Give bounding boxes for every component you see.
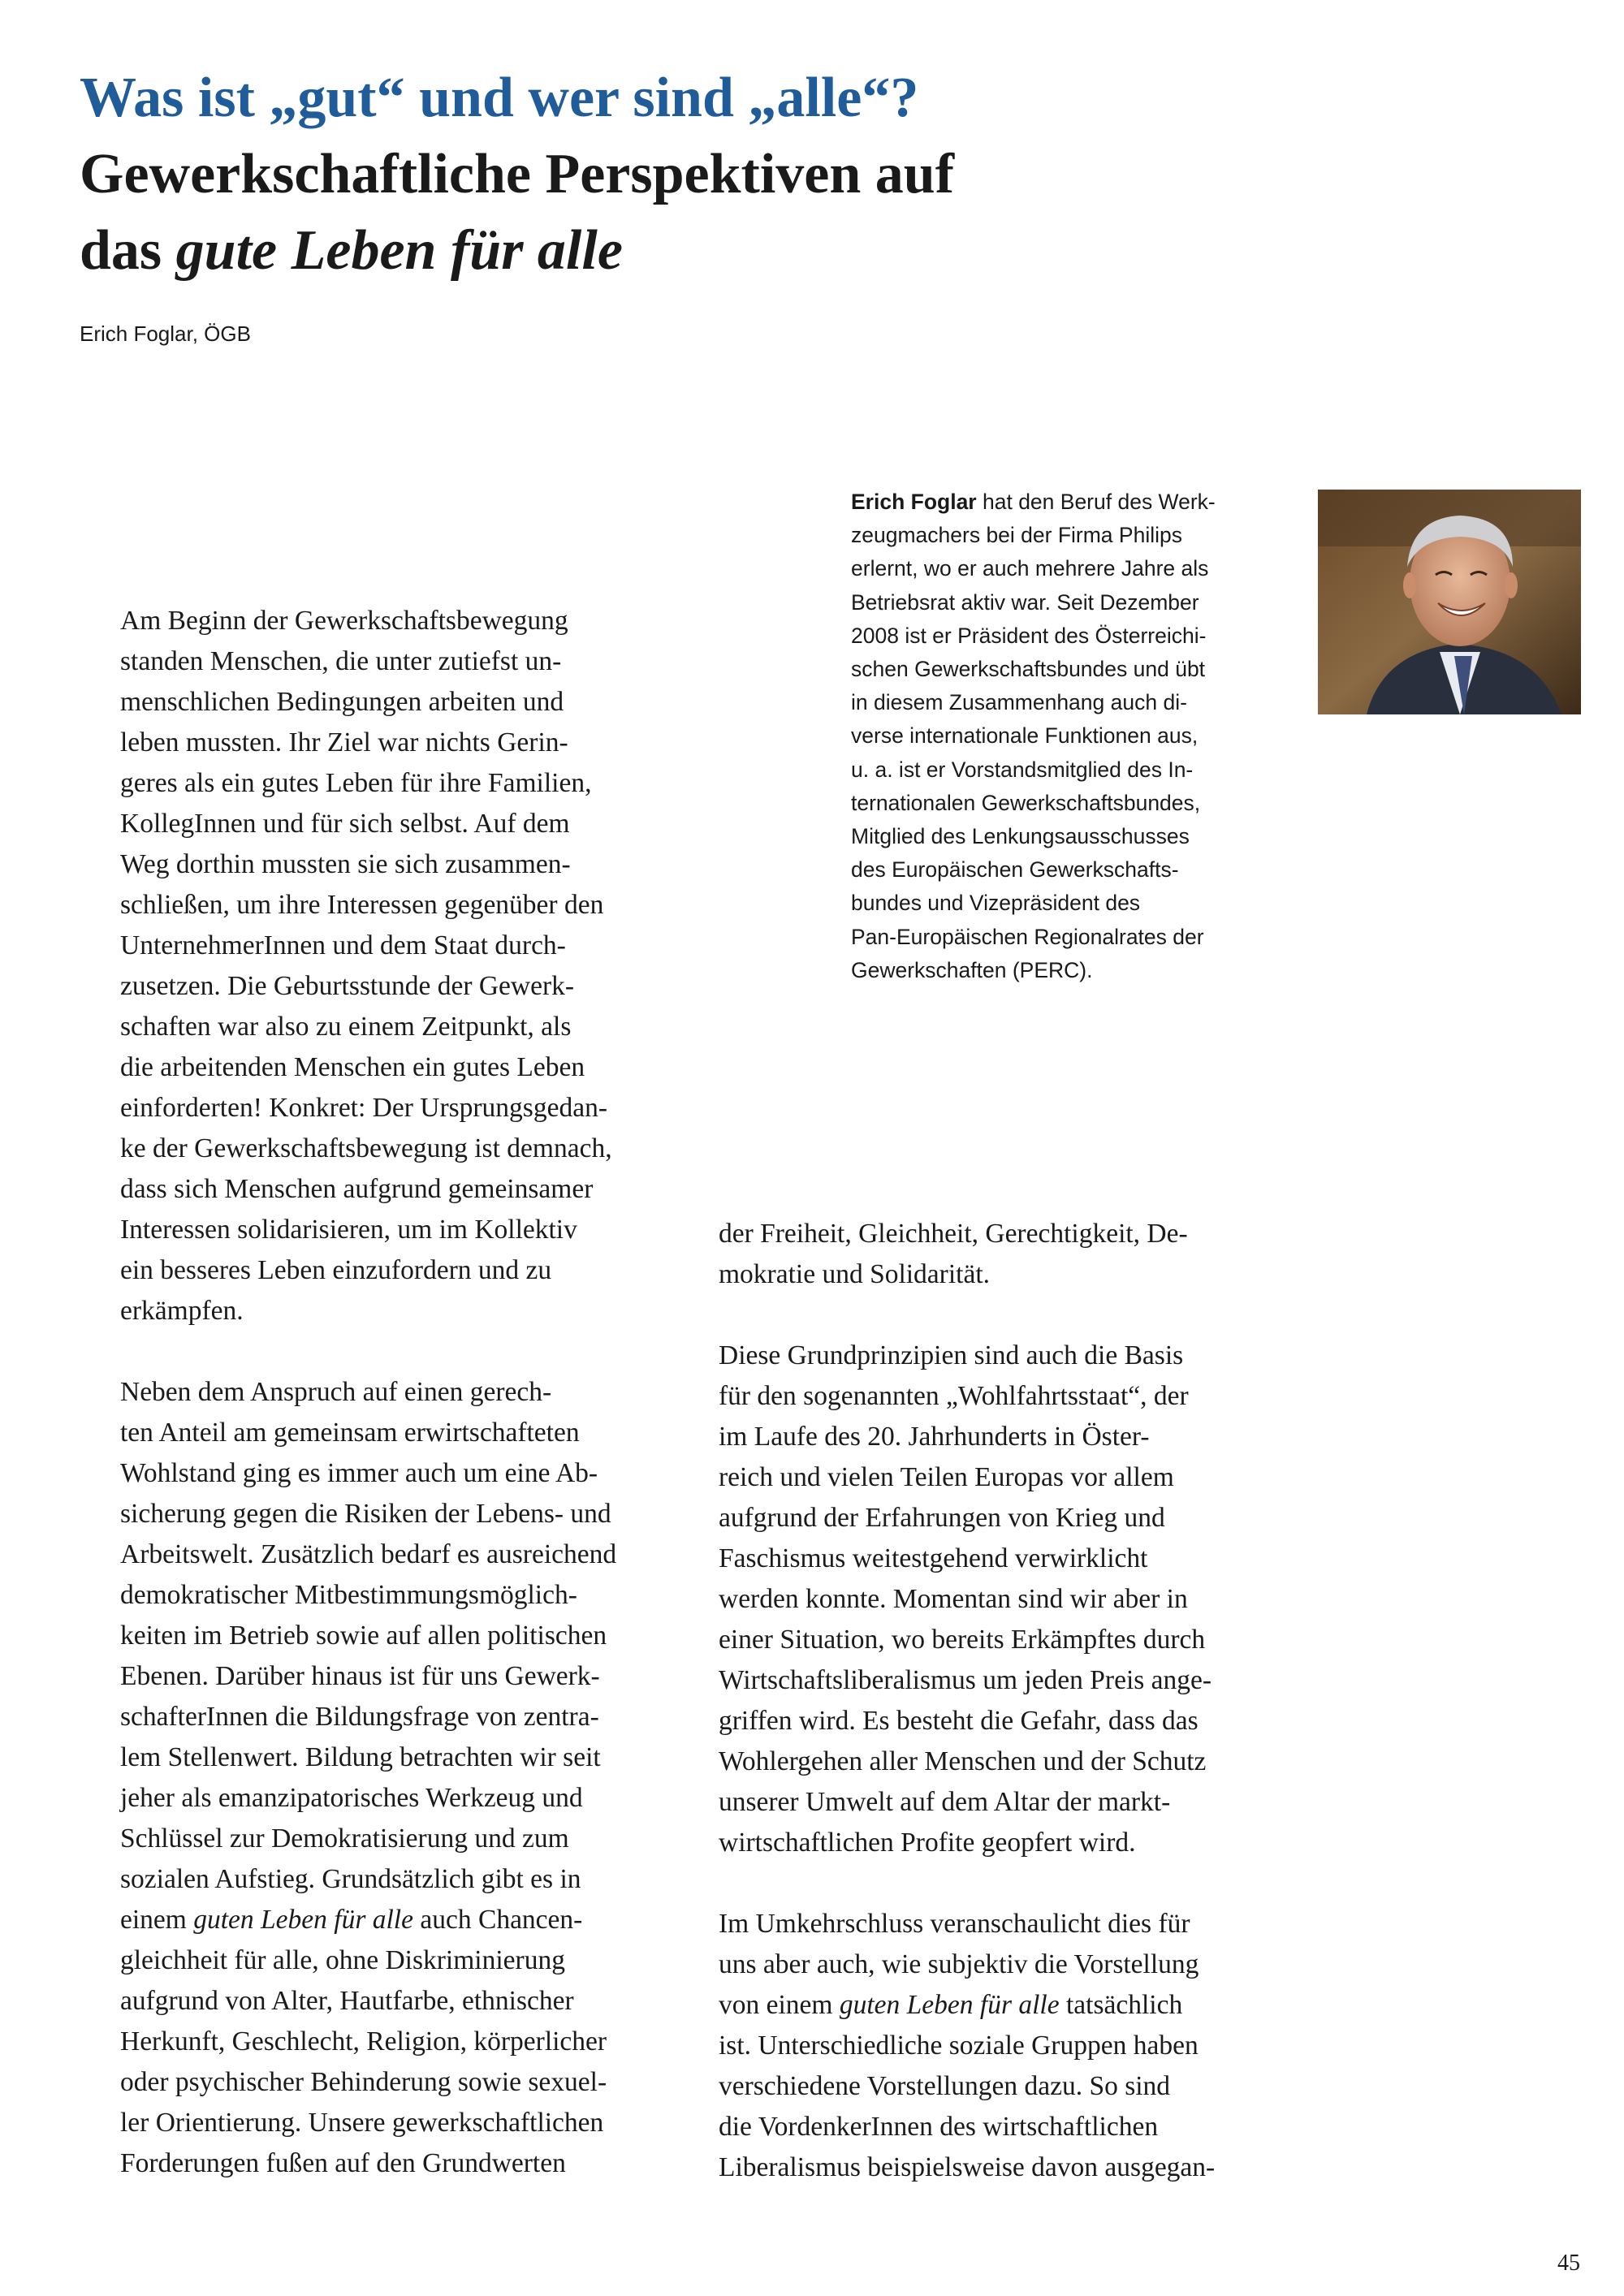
title-subtitle-line2 (80, 213, 1298, 289)
text-line: Liberalismus beispielsweise davon ausgegan- (719, 2152, 1216, 2182)
text-line: oder psychischer Behinderung sowie sexuel- (120, 2067, 607, 2097)
text-line: erkämpfen. (120, 1296, 244, 1326)
title-subtitle-line1: Gewerkschaftliche Perspektiven auf (80, 143, 955, 205)
text-line: aufgrund von Alter, Hautfarbe, ethnischer (120, 1986, 574, 2016)
text-line: standen Menschen, die unter zutiefst un- (120, 646, 562, 676)
text-segment: auch Chancen- (412, 1905, 583, 1935)
bio-line: Gewerkschaften (PERC). (851, 957, 1093, 982)
text-line: UnternehmerInnen und dem Staat durch- (120, 930, 566, 960)
bio-line: ternationalen Gewerkschaftsbundes, (851, 790, 1201, 815)
text-line: Wohlergehen aller Menschen und der Schutz (719, 1746, 1207, 1776)
title-question: Was ist „gut“ und wer sind „alle“? (80, 67, 919, 129)
text-line: verschiedene Vorstellungen dazu. So sind (719, 2071, 1171, 2101)
bio-line: u. a. ist er Vorstandsmitglied des In- (851, 757, 1194, 782)
text-line: die arbeitenden Menschen ein gutes Leben (120, 1052, 585, 1082)
text-segment: einem (120, 1905, 194, 1935)
text-line: ist. Unterschiedliche soziale Gruppen haben (719, 2031, 1199, 2061)
text-line: Faschismus weitestgehend verwirklicht (719, 1543, 1148, 1573)
bio-name: Erich Foglar (851, 490, 977, 514)
text-line: geres als ein gutes Leben für ihre Familien, (120, 768, 592, 798)
text-line: im Laufe des 20. Jahrhunderts in Öster- (719, 1422, 1150, 1452)
text-line: die VordenkerInnen des wirtschaftlichen (719, 2112, 1159, 2142)
paragraph-gap (719, 1863, 1287, 1904)
text-line: griffen wird. Es besteht die Gefahr, dass das (719, 1706, 1199, 1736)
paragraph (120, 1372, 689, 2184)
bio-line: Mitglied des Lenkungsausschusses (851, 824, 1190, 849)
text-line (120, 1900, 689, 1940)
text-line: werden konnte. Momentan sind wir aber in (719, 1584, 1188, 1614)
text-line: mokratie und Solidarität. (719, 1259, 991, 1289)
right-column (719, 1214, 1287, 2188)
text-line: ten Anteil am gemeinsam erwirtschafteten (120, 1418, 580, 1448)
text-line: einforderten! Konkret: Der Ursprungsgedan- (120, 1093, 607, 1123)
text-line: uns aber auch, wie subjektiv die Vorstellung (719, 1949, 1199, 1979)
text-line: für den sogenannten „Wohlfahrtsstaat“, der (719, 1381, 1189, 1411)
text-line: ein besseres Leben einzufordern und zu (120, 1255, 552, 1285)
bio-line: erlernt, wo er auch mehrere Jahre als (851, 556, 1209, 581)
text-line: lem Stellenwert. Bildung betrachten wir seit (120, 1742, 601, 1772)
text-line: Wirtschaftsliberalismus um jeden Preis ange- (719, 1665, 1212, 1695)
bio-line-text: hat den Beruf des Werk- (976, 490, 1216, 514)
text-line: leben mussten. Ihr Ziel war nichts Gerin- (120, 727, 568, 757)
text-line: Am Beginn der Gewerkschaftsbewegung (120, 606, 568, 636)
bio-line: schen Gewerkschaftsbundes und übt (851, 657, 1206, 682)
text-line: schafterInnen die Bildungsfrage von zentra- (120, 1702, 599, 1732)
paragraph (719, 1214, 1287, 1295)
text-line: Interessen solidarisieren, um im Kollektiv (120, 1215, 577, 1245)
text-line: Im Umkehrschluss veranschaulicht dies für (719, 1909, 1190, 1939)
bio-line (851, 486, 1273, 519)
left-column (120, 601, 689, 2184)
paragraph-gap (120, 1331, 689, 1372)
bio-line: Pan-Europäischen Regionalrates der (851, 924, 1204, 949)
bio-line: verse internationale Funktionen aus, (851, 723, 1199, 749)
text-line: keiten im Betrieb sowie auf allen politischen (120, 1621, 607, 1651)
text-line: zusetzen. Die Geburtsstunde der Gewerk- (120, 971, 575, 1001)
text-line: Wohlstand ging es immer auch um eine Ab- (120, 1458, 598, 1488)
bio-line: Betriebsrat aktiv war. Seit Dezember (851, 589, 1199, 615)
text-emphasis: guten Leben für alle (193, 1905, 413, 1935)
paragraph-gap (719, 1295, 1287, 1336)
text-line: Weg dorthin mussten sie sich zusammen- (120, 849, 571, 879)
text-line: aufgrund der Erfahrungen von Krieg und (719, 1503, 1165, 1533)
text-line: ke der Gewerkschaftsbewegung ist demnach, (120, 1133, 612, 1163)
text-line: Forderungen fußen auf den Grundwerten (120, 2148, 566, 2178)
author-bio (851, 486, 1273, 987)
text-line: einer Situation, wo bereits Erkämpftes durch (719, 1625, 1206, 1655)
bio-line: 2008 ist er Präsident des Österreichi- (851, 623, 1207, 648)
text-line: ler Orientierung. Unsere gewerkschaftlichen (120, 2108, 604, 2138)
paragraph (719, 1336, 1287, 1863)
text-line: dass sich Menschen aufgrund gemeinsamer (120, 1174, 594, 1204)
text-segment: von einem (719, 1990, 840, 2020)
text-line (719, 1985, 1287, 2026)
text-line: Arbeitswelt. Zusätzlich bedarf es ausreichend (120, 1539, 617, 1569)
text-segment: tatsächlich (1059, 1990, 1183, 2020)
text-line: demokratischer Mitbestimmungsmöglich- (120, 1580, 577, 1610)
text-line: schließen, um ihre Interessen gegenüber den (120, 890, 604, 920)
text-line: KollegInnen und für sich selbst. Auf dem (120, 809, 570, 839)
title-line3-prefix: das (80, 219, 176, 282)
bio-line: zeugmachers bei der Firma Philips (851, 523, 1182, 548)
page-number: 45 (1557, 2251, 1580, 2276)
text-line: der Freiheit, Gleichheit, Gerechtigkeit, De- (719, 1219, 1188, 1249)
bio-line: in diesem Zusammenhang auch di- (851, 690, 1187, 715)
author-photo (1318, 490, 1581, 714)
text-emphasis: guten Leben für alle (839, 1990, 1060, 2020)
text-line: sicherung gegen die Risiken der Lebens- und (120, 1499, 611, 1529)
text-line: reich und vielen Teilen Europas vor allem (719, 1462, 1174, 1492)
bio-line: bundes und Vizepräsident des (851, 891, 1141, 916)
text-line: Herkunft, Geschlecht, Religion, körperlicher (120, 2026, 607, 2056)
bio-line: des Europäischen Gewerkschafts- (851, 857, 1179, 883)
title-line3-emphasis: gute Leben für alle (175, 219, 623, 282)
author-byline: Erich Foglar, ÖGB (80, 322, 251, 346)
text-line: sozialen Aufstieg. Grundsätzlich gibt es in (120, 1864, 581, 1894)
text-line: Ebenen. Darüber hinaus ist für uns Gewerk- (120, 1661, 600, 1691)
text-line: Diese Grundprinzipien sind auch die Basis (719, 1340, 1184, 1370)
paragraph (120, 601, 689, 1331)
text-line: jeher als emanzipatorisches Werkzeug und (120, 1783, 583, 1813)
paragraph (719, 1904, 1287, 2188)
text-line: gleichheit für alle, ohne Diskriminierung (120, 1945, 565, 1975)
article-title (80, 60, 1298, 289)
text-line: Neben dem Anspruch auf einen gerech- (120, 1377, 552, 1407)
text-line: menschlichen Bedingungen arbeiten und (120, 687, 564, 717)
text-line: schaften war also zu einem Zeitpunkt, als (120, 1012, 572, 1042)
text-line: Schlüssel zur Demokratisierung und zum (120, 1823, 569, 1854)
text-line: unserer Umwelt auf dem Altar der markt- (719, 1787, 1171, 1817)
text-line: wirtschaftlichen Profite geopfert wird. (719, 1828, 1136, 1858)
